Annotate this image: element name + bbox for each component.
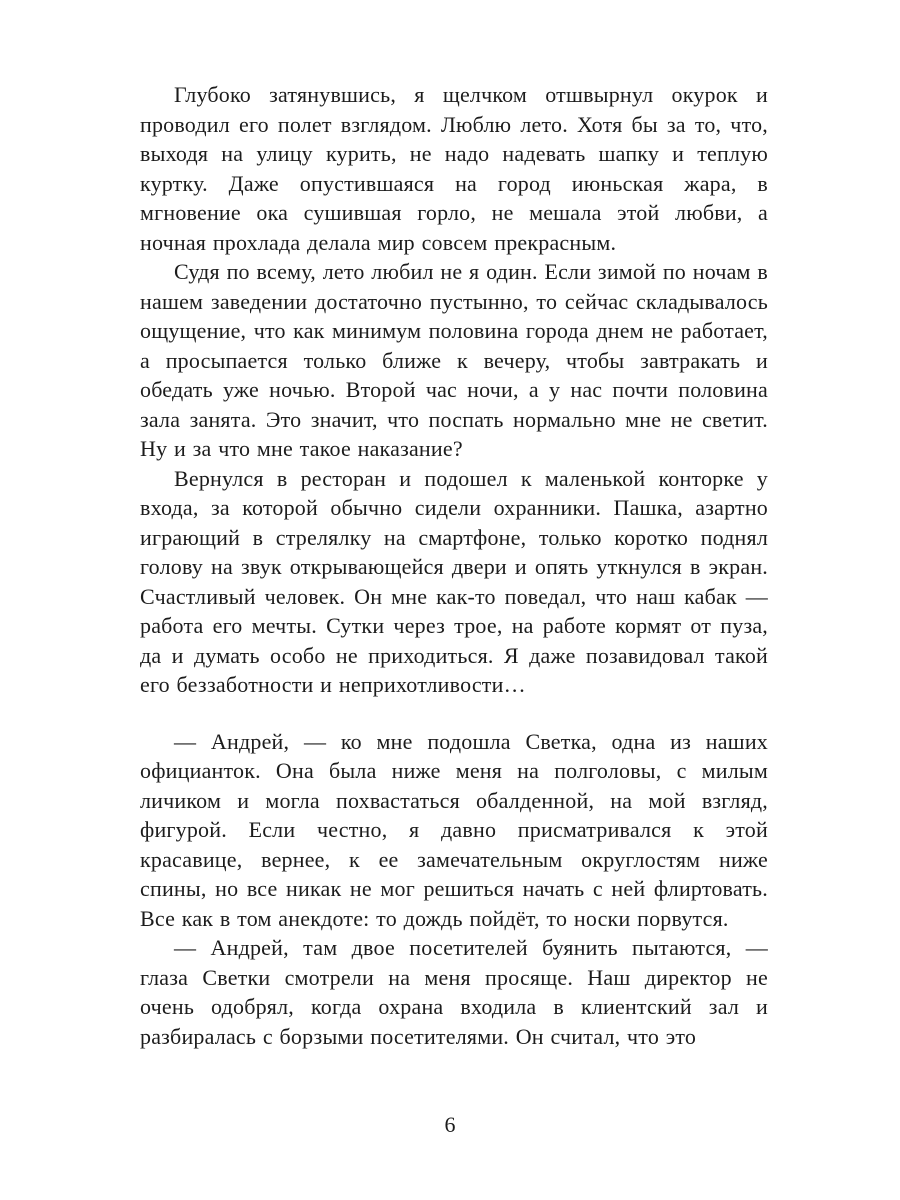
paragraph: Вернулся в ресторан и подошел к маленькой конторке у входа, за которой обычно сидели охранники. Пашка, азартно играющий в стрелялку на смартфоне, только коротко поднял голову на звук открывающейся двери и опять уткнулся в экран. Счастливый человек. Он мне как-то поведал, что наш кабак — работа его мечты. Сутки через трое, на работе кормят от пуза, да и думать особо не приходиться. Я даже позавидовал такой его беззаботности и неприхотливости… [140, 465, 768, 697]
text-block [140, 80, 768, 1051]
paragraph: Глубоко затянувшись, я щелчком отшвырнул окурок и проводил его полет взглядом. Люблю лето. Хотя бы за то, что, выходя на улицу курить, не надо надевать шапку и теплую куртку. Даже опустившаяся на город июньская жара, в мгновение ока сушившая горло, не мешала этой любви, а ночная прохлада делала мир совсем прекрасным. [140, 82, 768, 255]
scene-break [140, 700, 768, 727]
paragraph: — Андрей, там двое посетителей буянить пытаются, — глаза Светки смотрели на меня просяще. Наш директор не очень одобрял, когда охрана входила в клиентский зал и разбиралась с борзыми посетителями. Он считал, что это [140, 935, 768, 1049]
paragraph: Судя по всему, лето любил не я один. Если зимой по ночам в нашем заведении достаточно пустынно, то сейчас складывалось ощущение, что как минимум половина города днем не работает, а просыпается только ближе к вечеру, чтобы завтракать и обедать уже ночью. Второй час ночи, а у нас почти половина зала занята. Это значит, что поспать нормально мне не светит. Ну и за что мне такое наказание? [140, 259, 768, 461]
paragraph: — Андрей, — ко мне подошла Светка, одна из наших официанток. Она была ниже меня на полголовы, с милым личиком и могла похвастаться обалденной, на мой взгляд, фигурой. Если честно, я давно присматривался к этой красавице, вернее, к ее замечательным округлостям ниже спины, но все никак не мог решиться начать с ней флиртовать. Все как в том анекдоте: то дождь пойдёт, то носки порвутся. [140, 728, 768, 931]
page-number: 6 [444, 1112, 456, 1137]
